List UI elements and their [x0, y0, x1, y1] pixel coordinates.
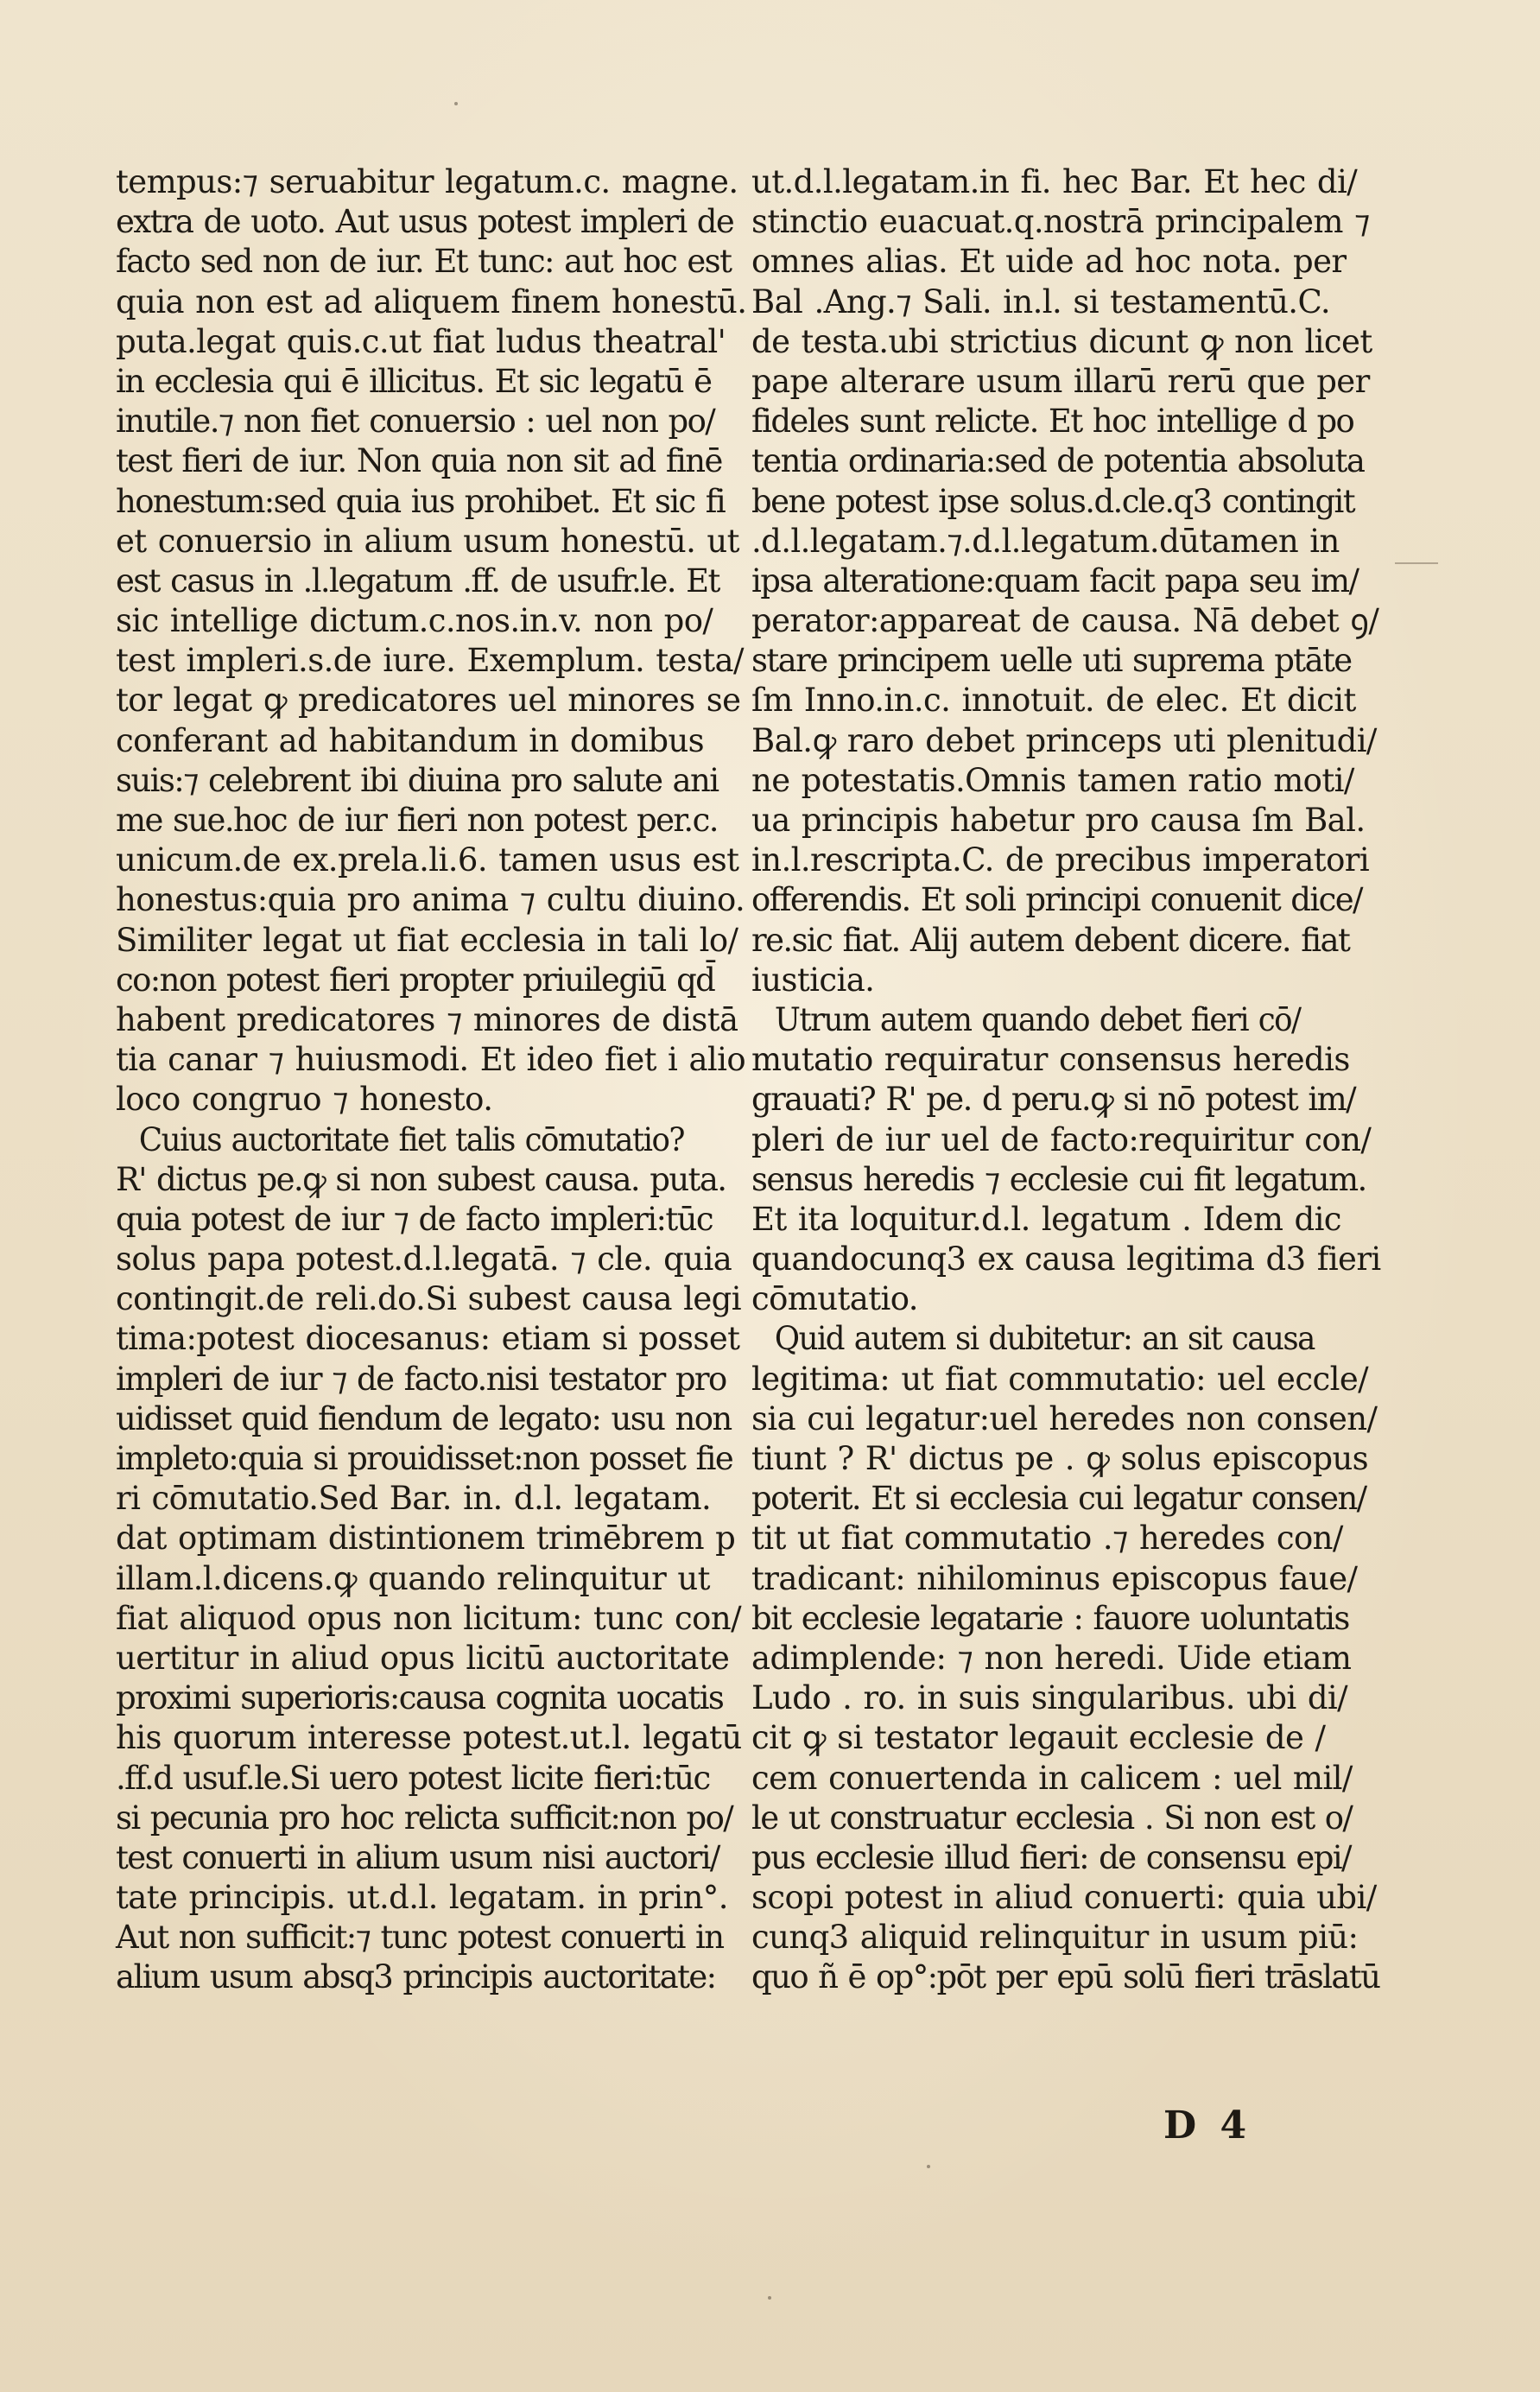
text-line: tiunt ? R' dictus pe . ꝙ solus episcopus: [751, 1440, 1369, 1478]
text-line: adimplende: ⁊ non heredi. Uide etiam: [751, 1639, 1352, 1677]
text-line: legitima: ut fiat commutatio: uel eccle/: [751, 1360, 1368, 1398]
text-line: honestus:quia pro anima ⁊ cultu diuino.: [116, 881, 745, 919]
text-line: perator:appareat de causa. Nā debet ꝯ/: [751, 602, 1379, 640]
margin-pen-stroke: [1395, 562, 1438, 564]
text-line: ri cōmutatio.Sed Bar. in. d.l. legatam.: [116, 1480, 712, 1518]
text-line: extra de uoto. Aut usus potest impleri de: [116, 203, 734, 241]
text-line: illam.l.dicens.ꝙ quando relinquitur ut: [116, 1559, 710, 1597]
text-line: Utrum autem quando debet fieri cō/: [774, 1000, 1301, 1038]
text-line: et conuersio in alium usum honestū. ut: [116, 522, 739, 560]
text-line: tima:potest diocesanus: etiam si posset: [116, 1320, 740, 1358]
text-line: tempus:⁊ seruabitur legatum.c. magne.: [116, 163, 738, 200]
text-line: bene potest ipse solus.d.cle.q3 contingit: [751, 482, 1355, 520]
text-line: ut.d.l.legatam.in fi. hec Bar. Et hec di/: [751, 163, 1358, 200]
text-line: Aut non sufficit:⁊ tunc potest conuerti in: [116, 1919, 724, 1957]
text-line: stare principem uelle uti suprema ptāte: [751, 642, 1352, 680]
text-line: test fieri de iur. Non quia non sit ad finē: [116, 442, 722, 480]
text-line: pus ecclesie illud fieri: de consensu epi/: [751, 1838, 1351, 1876]
text-line: contingit.de reli.do.Si subest causa legi: [116, 1280, 741, 1318]
text-line: impleto:quia si prouidisset:non posset fie: [116, 1440, 733, 1478]
text-line: inutile.⁊ non fiet conuersio : uel non po/: [116, 403, 715, 441]
text-line: cunq3 aliquid relinquitur in usum piū:: [751, 1919, 1359, 1957]
text-line: quia non est ad aliquem finem honestū.: [116, 282, 747, 320]
text-line: tradicant: nihilominus episcopus faue/: [751, 1559, 1358, 1597]
text-line: Quid autem si dubitetur: an sit causa: [774, 1320, 1315, 1358]
text-line: puta.legat quis.c.ut fiat ludus theatral': [116, 322, 726, 360]
text-line: mutatio requiratur consensus heredis: [751, 1041, 1350, 1079]
text-line: tit ut fiat commutatio .⁊ heredes con/: [751, 1520, 1343, 1558]
text-line: impleri de iur ⁊ de facto.nisi testator pro: [116, 1360, 726, 1398]
text-line: poterit. Et si ecclesia cui legatur consen/: [751, 1480, 1366, 1518]
text-line: Bal.ꝙ raro debet princeps uti plenitudi/: [751, 721, 1377, 759]
text-line: me sue.hoc de iur fieri non potest per.c.: [116, 802, 718, 839]
text-line: R' dictus pe.ꝙ si non subest causa. puta.: [116, 1160, 726, 1198]
text-line: .ff.d usuf.le.Si uero potest licite fieri:tūc: [116, 1759, 710, 1797]
text-line: uertitur in aliud opus licitū auctoritate: [116, 1639, 730, 1677]
text-line: offerendis. Et soli principi conuenit dice/: [751, 881, 1362, 919]
text-line: tentia ordinaria:sed de potentia absoluta: [751, 442, 1365, 480]
text-line: ne potestatis.Omnis tamen ratio moti/: [751, 761, 1354, 799]
text-line: Ludo . ro. in suis singularibus. ubi di/: [751, 1679, 1348, 1717]
text-line: facto sed non de iur. Et tunc: aut hoc est: [116, 243, 732, 281]
text-line: test impleri.s.de iure. Exemplum. testa/: [116, 642, 744, 680]
text-line: proximi superioris:causa cognita uocatis: [116, 1679, 724, 1717]
text-line: conferant ad habitandum in domibus: [116, 721, 705, 759]
text-line: cem conuertenda in calicem : uel mil/: [751, 1759, 1353, 1797]
text-line: Similiter legat ut fiat ecclesia in tali lo/: [116, 921, 738, 959]
text-line: ſm Inno.in.c. innotuit. de elec. Et dicit: [751, 682, 1356, 720]
text-line: loco congruo ⁊ honesto.: [116, 1081, 493, 1119]
text-line: iusticia.: [751, 961, 875, 999]
text-line: omnes alias. Et uide ad hoc nota. per: [751, 243, 1347, 281]
text-line: ua principis habetur pro causa ſm Bal.: [751, 802, 1366, 839]
text-line: tate principis. ut.d.l. legatam. in prin°.: [116, 1879, 728, 1917]
text-line: suis:⁊ celebrent ibi diuina pro salute ani: [116, 761, 719, 799]
text-line: de testa.ubi strictius dicunt ꝙ non licet: [751, 322, 1372, 360]
text-line: tor legat ꝙ predicatores uel minores se: [116, 682, 741, 720]
text-line: cit ꝙ si testator legauit ecclesie de /: [751, 1719, 1326, 1757]
text-line: sensus heredis ⁊ ecclesie cui fit legatum.: [751, 1160, 1366, 1198]
paper-speck: [768, 2296, 771, 2300]
text-line: scopi potest in aliud conuerti: quia ubi/: [751, 1879, 1377, 1917]
text-line: alium usum absq3 principis auctoritate:: [116, 1958, 716, 1996]
text-line: sic intellige dictum.c.nos.in.v. non po/: [116, 602, 713, 640]
text-line: ipsa alteratione:quam facit papa seu im/: [751, 562, 1359, 600]
text-line: Bal .Ang.⁊ Sali. in.l. si testamentū.C.: [751, 282, 1331, 320]
text-line: fideles sunt relicte. Et hoc intellige d po: [751, 403, 1354, 441]
text-line: grauati? R' pe. d peru.ꝙ si nō potest im/: [751, 1081, 1355, 1119]
text-line: honestum:sed quia ius prohibet. Et sic fi: [116, 482, 726, 520]
text-line: unicum.de ex.prela.li.6. tamen usus est: [116, 841, 739, 879]
text-line: his quorum interesse potest.ut.l. legatū: [116, 1719, 742, 1757]
paper-speck: [927, 2165, 930, 2168]
text-line: Cuius auctoritate fiet talis cōmutatio?: [138, 1120, 684, 1158]
text-line: tia canar ⁊ huiusmodi. Et ideo fiet i alio: [116, 1041, 746, 1079]
text-line: uidisset quid fiendum de legato: usu non: [116, 1399, 732, 1437]
text-line: .d.l.legatam.⁊.d.l.legatum.dūtamen in: [751, 522, 1340, 560]
text-line: pape alterare usum illarū rerū que per: [751, 362, 1370, 400]
text-line: in ecclesia qui ē illicitus. Et sic legatū ē: [116, 362, 712, 400]
text-line: quia potest de iur ⁊ de facto impleri:tūc: [116, 1200, 713, 1238]
left-text-column: [116, 162, 746, 1998]
text-line: sia cui legatur:uel heredes non consen/: [751, 1399, 1378, 1437]
text-line: cōmutatio.: [751, 1280, 918, 1318]
text-line: si pecunia pro hoc relicta sufficit:non po/: [116, 1799, 733, 1837]
text-line: test conuerti in alium usum nisi auctori/: [116, 1838, 719, 1876]
right-text-column: [751, 162, 1382, 1998]
text-line: solus papa potest.d.l.legatā. ⁊ cle. quia: [116, 1240, 732, 1278]
text-line: quo ñ ē op°:pōt per epū solū fieri trāslatū: [751, 1958, 1380, 1996]
text-line: pleri de iur uel de facto:requiritur con/: [751, 1120, 1372, 1158]
text-line: habent predicatores ⁊ minores de distā: [116, 1000, 738, 1038]
text-line: le ut construatur ecclesia . Si non est o/: [751, 1799, 1353, 1837]
text-line: bit ecclesie legatarie : fauore uoluntatis: [751, 1599, 1349, 1637]
signature-mark: D 4: [1163, 2103, 1252, 2148]
text-line: co:non potest fieri propter priuilegiū qd̄: [116, 961, 715, 999]
text-line: quandocunq3 ex causa legitima d3 fieri: [751, 1240, 1381, 1278]
text-line: fiat aliquod opus non licitum: tunc con/: [116, 1599, 741, 1637]
text-line: in.l.rescripta.C. de precibus imperatori: [751, 841, 1370, 879]
text-line: stinctio euacuat.q.nostrā principalem ⁊: [751, 203, 1370, 241]
text-line: est casus in .l.legatum .ff. de usufr.le. Et: [116, 562, 719, 600]
text-line: Et ita loquitur.d.l. legatum . Idem dic: [751, 1200, 1341, 1238]
text-line: dat optimam distintionem trimēbrem p: [116, 1520, 736, 1558]
paper-speck: [454, 102, 458, 105]
text-line: re.sic fiat. Alij autem debent dicere. fiat: [751, 921, 1350, 959]
